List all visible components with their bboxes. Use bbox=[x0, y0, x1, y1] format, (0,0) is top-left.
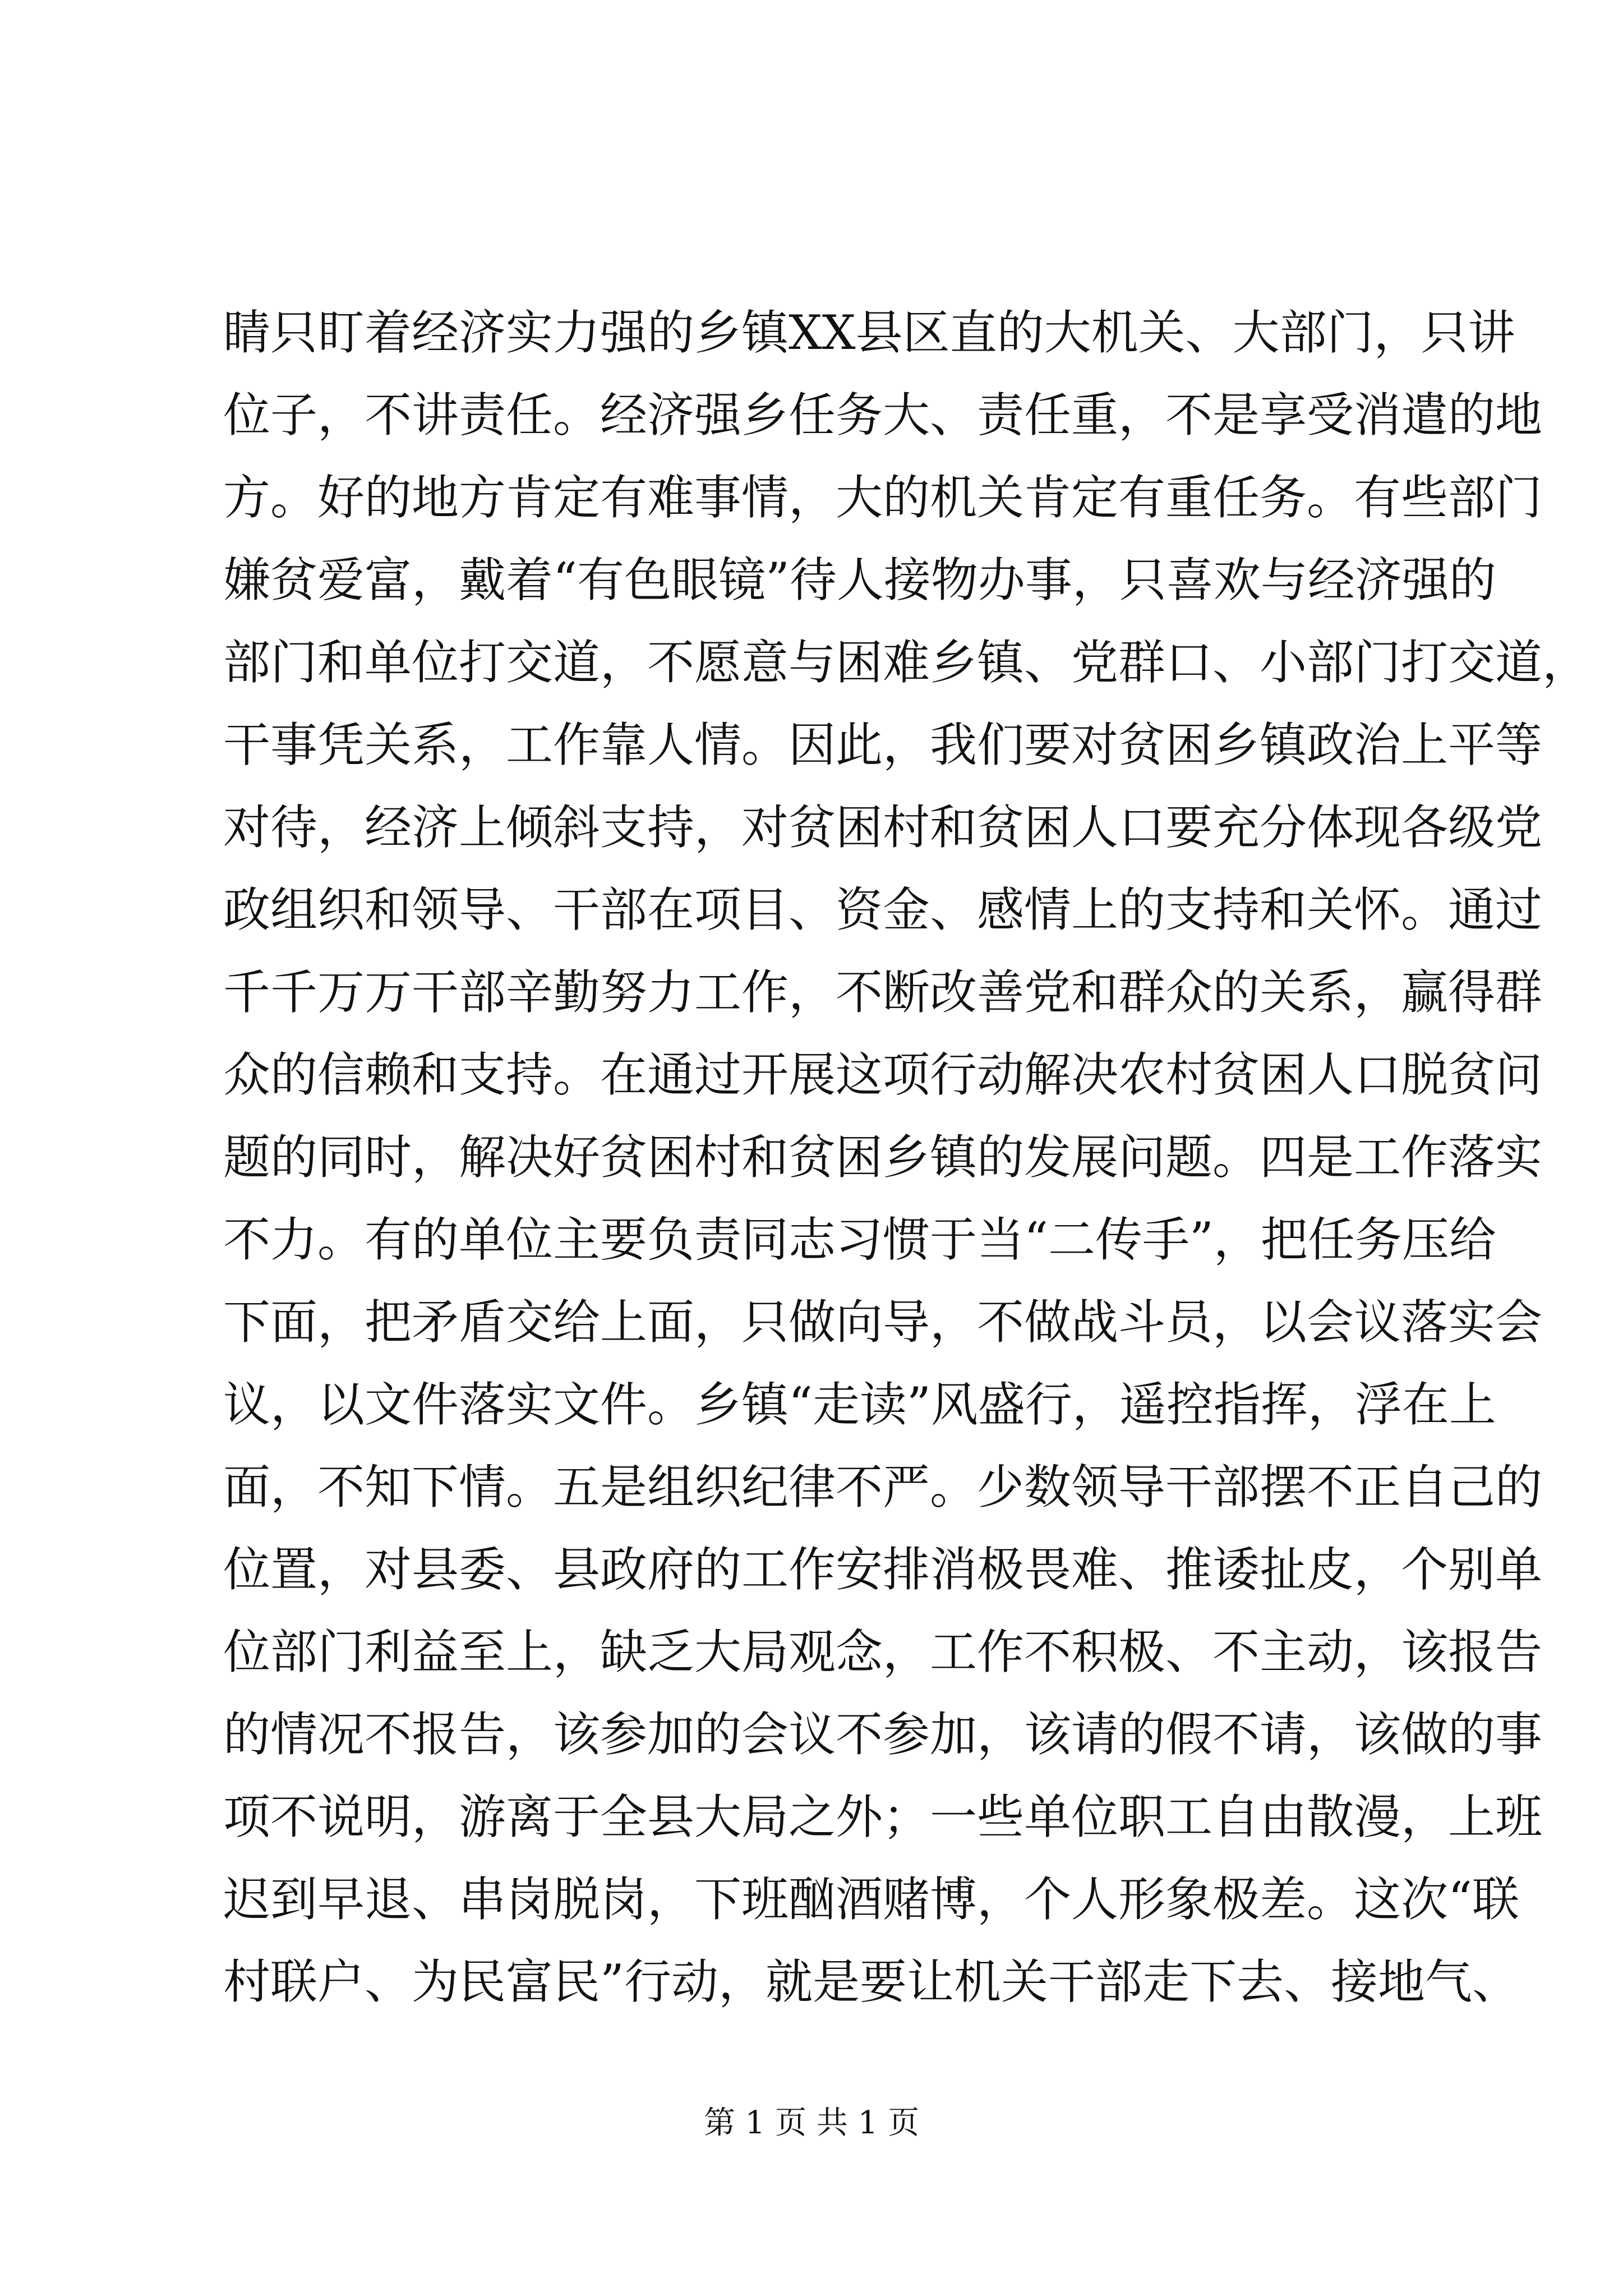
body-text bbox=[223, 292, 1590, 2023]
text-line-20: 迟到早退、串岗脱岗，下班酗酒赌博，个人形象极差。这次“联 bbox=[223, 1872, 1519, 1927]
text-line-10: 众的信赖和支持。在通过开展这项行动解决农村贫困人口脱贫问 bbox=[223, 1047, 1543, 1102]
text-line-2: 位子，不讲责任。经济强乡任务大、责任重，不是享受消遣的地 bbox=[223, 388, 1543, 443]
text-line-3: 方。好的地方肯定有难事情，大的机关肯定有重任务。有些部门 bbox=[223, 470, 1543, 525]
text-line-8: 政组织和领导、干部在项目、资金、感情上的支持和关怀。通过 bbox=[223, 882, 1543, 937]
text-line-11: 题的同时，解决好贫困村和贫困乡镇的发展问题。四是工作落实 bbox=[223, 1130, 1543, 1185]
text-line-18: 的情况不报告，该参加的会议不参加，该请的假不请，该做的事 bbox=[223, 1707, 1543, 1762]
text-line-12: 不力。有的单位主要负责同志习惯于当“二传手”，把任务压给 bbox=[223, 1212, 1496, 1267]
text-line-13: 下面，把矛盾交给上面，只做向导，不做战斗员，以会议落实会 bbox=[223, 1295, 1543, 1350]
text-line-15: 面，不知下情。五是组织纪律不严。少数领导干部摆不正自己的 bbox=[223, 1460, 1543, 1515]
text-line-6: 干事凭关系，工作靠人情。因此，我们要对贫困乡镇政治上平等 bbox=[223, 717, 1543, 772]
text-line-21: 村联户、为民富民”行动，就是要让机关干部走下去、接地气、 bbox=[223, 1954, 1519, 2009]
text-line-19: 项不说明，游离于全县大局之外；一些单位职工自由散漫，上班 bbox=[223, 1789, 1543, 1844]
text-line-7: 对待，经济上倾斜支持，对贫困村和贫困人口要充分体现各级党 bbox=[223, 800, 1543, 855]
text-line-14: 议，以文件落实文件。乡镇“走读”风盛行，遥控指挥，浮在上 bbox=[223, 1377, 1496, 1432]
text-line-17: 位部门利益至上，缺乏大局观念，工作不积极、不主动，该报告 bbox=[223, 1625, 1543, 1680]
text-line-1: 睛只盯着经济实力强的乡镇XX县区直的大机关、大部门，只讲 bbox=[223, 305, 1515, 360]
text-line-16: 位置，对县委、县政府的工作安排消极畏难、推诿扯皮，个别单 bbox=[223, 1542, 1543, 1597]
text-line-5: 部门和单位打交道，不愿意与困难乡镇、党群口、小部门打交道， bbox=[223, 635, 1590, 690]
page-number-footer: 第 1 页 共 1 页 bbox=[703, 2105, 920, 2141]
text-line-9: 千千万万干部辛勤努力工作，不断改善党和群众的关系，赢得群 bbox=[223, 965, 1543, 1020]
text-line-4: 嫌贫爱富，戴着“有色眼镜”待人接物办事，只喜欢与经济强的 bbox=[223, 553, 1496, 608]
